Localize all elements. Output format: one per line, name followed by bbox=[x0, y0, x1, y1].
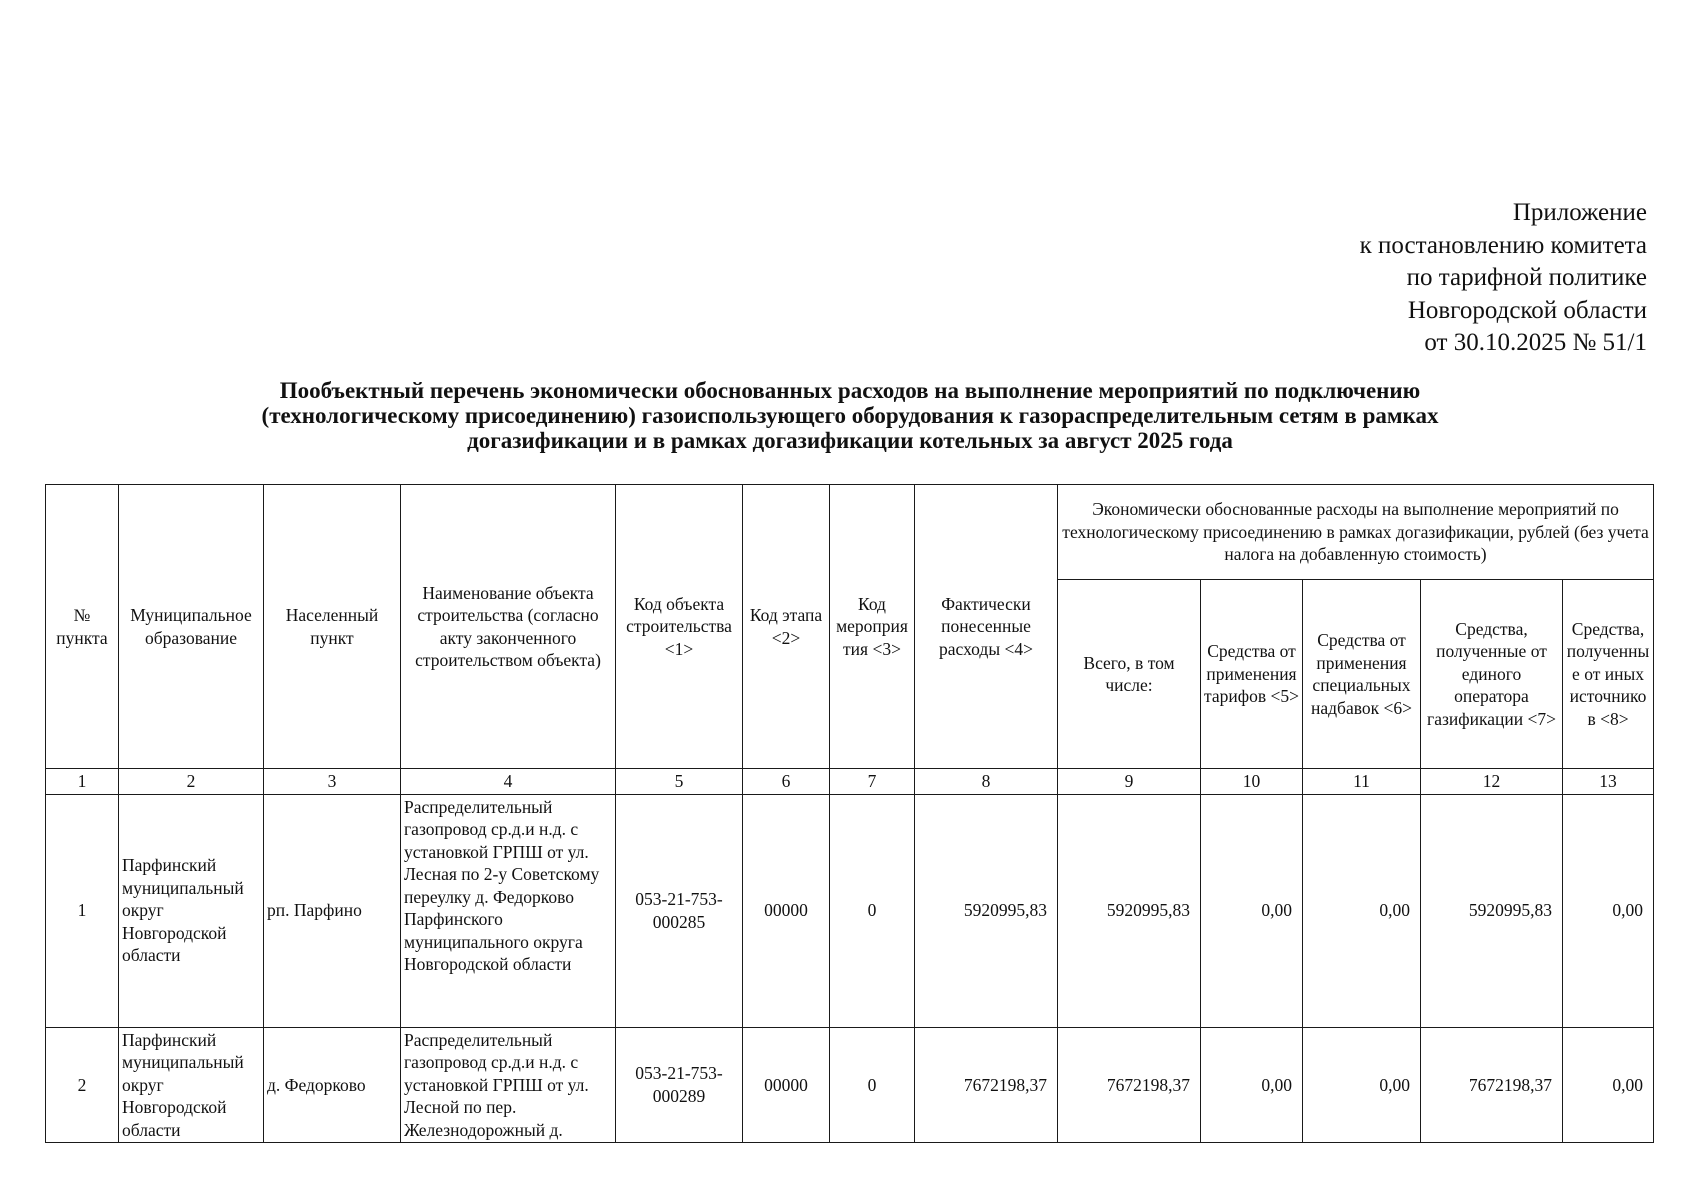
appendix-date-number: от 30.10.2025 № 51/1 bbox=[1424, 329, 1647, 356]
cell-tariffs: 0,00 bbox=[1201, 1027, 1303, 1143]
column-number: 6 bbox=[743, 769, 830, 795]
cell-event-code: 0 bbox=[830, 794, 915, 1027]
cell-settlement: д. Федорково bbox=[264, 1027, 401, 1143]
cell-surcharges: 0,00 bbox=[1303, 1027, 1421, 1143]
header-total: Всего, в том числе: bbox=[1058, 580, 1201, 769]
title-line: Пообъектный перечень экономически обоснованных расходов на выполнение мероприятий по подключению bbox=[279, 378, 1421, 403]
cell-operator: 7672198,37 bbox=[1421, 1027, 1563, 1143]
cell-surcharges: 0,00 bbox=[1303, 794, 1421, 1027]
header-row bbox=[46, 485, 1654, 580]
column-number: 12 bbox=[1421, 769, 1563, 795]
expenses-table bbox=[45, 484, 1654, 1143]
appendix-line: Приложение bbox=[1512, 199, 1647, 226]
cell-object-code: 053-21-753-000289 bbox=[616, 1027, 743, 1143]
header-actual-costs: Фактически понесенные расходы <4> bbox=[915, 485, 1058, 769]
cell-total: 5920995,83 bbox=[1058, 794, 1201, 1027]
header-surcharges: Средства от применения специальных надбавок <6> bbox=[1303, 580, 1421, 769]
column-number: 2 bbox=[119, 769, 264, 795]
table-row bbox=[46, 1027, 1654, 1143]
header-group-economic-costs: Экономически обоснованные расходы на выполнение мероприятий по технологическому присоединению в рамках догазификации, рублей (без учета налога на добавленную стоимость) bbox=[1058, 485, 1654, 580]
column-number: 10 bbox=[1201, 769, 1303, 795]
header-stage-code: Код этапа <2> bbox=[743, 485, 830, 769]
cell-event-code: 0 bbox=[830, 1027, 915, 1143]
header-event-code: Код мероприятия <3> bbox=[830, 485, 915, 769]
cell-actual-costs: 7672198,37 bbox=[915, 1027, 1058, 1143]
appendix-line: по тарифной политике bbox=[1406, 264, 1647, 291]
column-number: 11 bbox=[1303, 769, 1421, 795]
header-tariffs: Средства от применения тарифов <5> bbox=[1201, 580, 1303, 769]
header-settlement: Населенный пункт bbox=[264, 485, 401, 769]
cell-stage-code: 00000 bbox=[743, 1027, 830, 1143]
column-number-row bbox=[46, 769, 1654, 795]
appendix-line: Новгородской области bbox=[1407, 296, 1647, 324]
cell-settlement: рп. Парфино bbox=[264, 794, 401, 1027]
header-municipality: Муниципальное образование bbox=[119, 485, 264, 769]
cell-tariffs: 0,00 bbox=[1201, 794, 1303, 1027]
cell-object-name: Распределительный газопровод ср.д.и н.д. с установкой ГРПШ от ул. Лесная по 2-у Советскому переулку д. Федорково Парфинского муниципального округа Новгородской области bbox=[401, 794, 616, 1027]
column-number: 8 bbox=[915, 769, 1058, 795]
cell-object-name: Распределительный газопровод ср.д.и н.д. с установкой ГРПШ от ул. Лесной по пер. Железнодорожный д. bbox=[401, 1027, 616, 1143]
appendix-block bbox=[1360, 197, 1647, 360]
cell-total: 7672198,37 bbox=[1058, 1027, 1201, 1143]
cell-operator: 5920995,83 bbox=[1421, 794, 1563, 1027]
title-line: догазификации и в рамках догазификации котельных за август 2025 года bbox=[467, 428, 1233, 453]
cell-stage-code: 00000 bbox=[743, 794, 830, 1027]
header-object-code: Код объекта строительства <1> bbox=[616, 485, 743, 769]
header-other-sources: Средства, полученные от иных источников <8> bbox=[1563, 580, 1654, 769]
column-number: 7 bbox=[830, 769, 915, 795]
cell-other-sources: 0,00 bbox=[1563, 794, 1654, 1027]
header-object-name: Наименование объекта строительства (согласно акту законченного строительством объекта) bbox=[401, 485, 616, 769]
cell-municipality: Парфинский муниципальный округ Новгородской области bbox=[119, 1027, 264, 1143]
column-number: 13 bbox=[1563, 769, 1654, 795]
document-title bbox=[100, 378, 1600, 453]
column-number: 9 bbox=[1058, 769, 1201, 795]
cell-municipality: Парфинский муниципальный округ Новгородской области bbox=[119, 794, 264, 1027]
cell-num: 2 bbox=[46, 1027, 119, 1143]
header-num: № пункта bbox=[46, 485, 119, 769]
cell-num: 1 bbox=[46, 794, 119, 1027]
cell-actual-costs: 5920995,83 bbox=[915, 794, 1058, 1027]
table-row bbox=[46, 794, 1654, 1027]
cell-object-code: 053-21-753-000285 bbox=[616, 794, 743, 1027]
column-number: 3 bbox=[264, 769, 401, 795]
column-number: 4 bbox=[401, 769, 616, 795]
cell-other-sources: 0,00 bbox=[1563, 1027, 1654, 1143]
appendix-line: к постановлению комитета bbox=[1359, 231, 1647, 259]
column-number: 1 bbox=[46, 769, 119, 795]
header-operator: Средства, полученные от единого оператора газификации <7> bbox=[1421, 580, 1563, 769]
column-number: 5 bbox=[616, 769, 743, 795]
title-line: (технологическому присоединению) газоиспользующего оборудования к газораспределительным сетям в рамках bbox=[261, 403, 1439, 428]
